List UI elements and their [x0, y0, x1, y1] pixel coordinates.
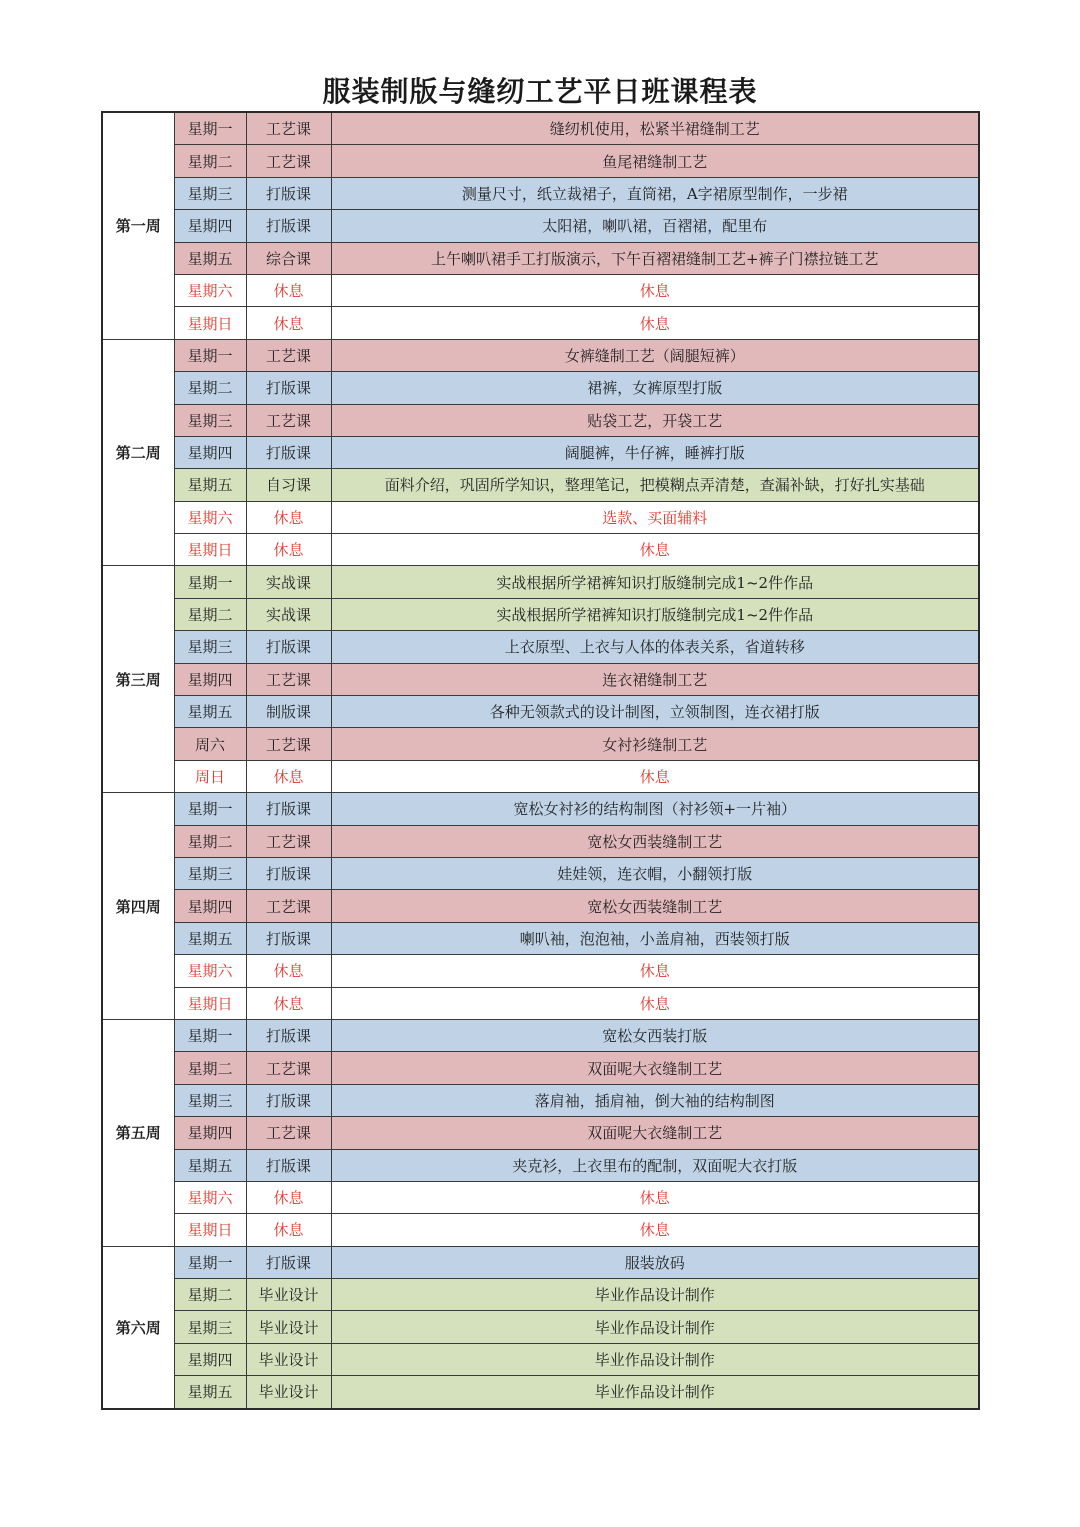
course-content-cell: 休息 [331, 1181, 979, 1213]
table-row [102, 793, 979, 825]
day-cell: 星期四 [174, 890, 246, 922]
course-content-cell: 宽松女西装缝制工艺 [331, 890, 979, 922]
day-cell: 星期六 [174, 1181, 246, 1213]
day-cell: 星期五 [174, 922, 246, 954]
table-row [102, 566, 979, 598]
table-row [102, 857, 979, 889]
table-row [102, 1246, 979, 1278]
day-cell: 星期日 [174, 307, 246, 339]
day-cell: 星期日 [174, 534, 246, 566]
table-row [102, 1117, 979, 1149]
day-cell: 星期二 [174, 825, 246, 857]
table-row [102, 1279, 979, 1311]
table-row [102, 1343, 979, 1375]
table-row [102, 469, 979, 501]
table-row [102, 339, 979, 371]
course-content-cell: 休息 [331, 760, 979, 792]
day-cell: 周日 [174, 760, 246, 792]
course-content-cell: 连衣裙缝制工艺 [331, 663, 979, 695]
course-type-cell: 毕业设计 [246, 1376, 331, 1409]
table-row [102, 145, 979, 177]
day-cell: 星期二 [174, 145, 246, 177]
table-row [102, 307, 979, 339]
course-type-cell: 工艺课 [246, 404, 331, 436]
course-content-cell: 鱼尾裙缝制工艺 [331, 145, 979, 177]
day-cell: 星期一 [174, 1246, 246, 1278]
table-row [102, 631, 979, 663]
day-cell: 星期三 [174, 1311, 246, 1343]
day-cell: 星期二 [174, 1052, 246, 1084]
course-content-cell: 上午喇叭裙手工打版演示，下午百褶裙缝制工艺+裤子门襟拉链工艺 [331, 242, 979, 274]
table-row [102, 1052, 979, 1084]
course-type-cell: 毕业设计 [246, 1343, 331, 1375]
course-content-cell: 毕业作品设计制作 [331, 1343, 979, 1375]
table-row [102, 728, 979, 760]
course-content-cell: 实战根据所学裙裤知识打版缝制完成1~2件作品 [331, 598, 979, 630]
table-row [102, 1181, 979, 1213]
course-type-cell: 工艺课 [246, 825, 331, 857]
course-type-cell: 打版课 [246, 210, 331, 242]
day-cell: 星期三 [174, 404, 246, 436]
course-type-cell: 休息 [246, 987, 331, 1019]
day-cell: 星期五 [174, 242, 246, 274]
course-type-cell: 打版课 [246, 793, 331, 825]
course-content-cell: 毕业作品设计制作 [331, 1311, 979, 1343]
table-row [102, 760, 979, 792]
course-type-cell: 打版课 [246, 372, 331, 404]
course-type-cell: 工艺课 [246, 663, 331, 695]
course-type-cell: 休息 [246, 1214, 331, 1246]
course-content-cell: 落肩袖，插肩袖，倒大袖的结构制图 [331, 1084, 979, 1116]
course-type-cell: 打版课 [246, 1084, 331, 1116]
course-type-cell: 打版课 [246, 922, 331, 954]
table-row [102, 825, 979, 857]
week-label: 第三周 [102, 566, 174, 793]
table-row [102, 210, 979, 242]
day-cell: 星期一 [174, 339, 246, 371]
course-type-cell: 工艺课 [246, 145, 331, 177]
course-content-cell: 毕业作品设计制作 [331, 1376, 979, 1409]
course-content-cell: 休息 [331, 1214, 979, 1246]
course-content-cell: 宽松女衬衫的结构制图（衬衫领+一片袖） [331, 793, 979, 825]
table-row [102, 501, 979, 533]
day-cell: 星期六 [174, 955, 246, 987]
week-label: 第四周 [102, 793, 174, 1020]
course-content-cell: 休息 [331, 534, 979, 566]
course-type-cell: 休息 [246, 307, 331, 339]
course-type-cell: 实战课 [246, 566, 331, 598]
week-label: 第二周 [102, 339, 174, 566]
course-type-cell: 休息 [246, 760, 331, 792]
table-row [102, 890, 979, 922]
table-row [102, 177, 979, 209]
day-cell: 星期四 [174, 210, 246, 242]
table-row [102, 922, 979, 954]
course-content-cell: 女裤缝制工艺（阔腿短裤） [331, 339, 979, 371]
course-type-cell: 工艺课 [246, 728, 331, 760]
table-row [102, 987, 979, 1019]
day-cell: 星期一 [174, 112, 246, 145]
course-content-cell: 太阳裙，喇叭裙，百褶裙，配里布 [331, 210, 979, 242]
table-row [102, 1311, 979, 1343]
course-content-cell: 双面呢大衣缝制工艺 [331, 1117, 979, 1149]
day-cell: 星期三 [174, 857, 246, 889]
course-content-cell: 缝纫机使用，松紧半裙缝制工艺 [331, 112, 979, 145]
schedule-body [102, 112, 979, 1409]
course-content-cell: 宽松女西装打版 [331, 1019, 979, 1051]
week-label: 第五周 [102, 1019, 174, 1246]
course-type-cell: 工艺课 [246, 890, 331, 922]
table-row [102, 1376, 979, 1409]
course-content-cell: 双面呢大衣缝制工艺 [331, 1052, 979, 1084]
course-type-cell: 休息 [246, 1181, 331, 1213]
table-row [102, 1214, 979, 1246]
day-cell: 星期一 [174, 566, 246, 598]
course-type-cell: 自习课 [246, 469, 331, 501]
page-title: 服装制版与缝纫工艺平日班课程表 [322, 75, 758, 108]
course-content-cell: 贴袋工艺，开袋工艺 [331, 404, 979, 436]
day-cell: 星期四 [174, 436, 246, 468]
course-content-cell: 休息 [331, 274, 979, 306]
table-row [102, 274, 979, 306]
table-row [102, 696, 979, 728]
day-cell: 星期五 [174, 696, 246, 728]
course-type-cell: 综合课 [246, 242, 331, 274]
day-cell: 星期四 [174, 1343, 246, 1375]
course-type-cell: 工艺课 [246, 112, 331, 145]
day-cell: 星期三 [174, 1084, 246, 1116]
day-cell: 星期二 [174, 372, 246, 404]
course-type-cell: 实战课 [246, 598, 331, 630]
day-cell: 星期五 [174, 469, 246, 501]
course-content-cell: 实战根据所学裙裤知识打版缝制完成1~2件作品 [331, 566, 979, 598]
course-content-cell: 宽松女西装缝制工艺 [331, 825, 979, 857]
course-type-cell: 休息 [246, 534, 331, 566]
course-content-cell: 喇叭袖，泡泡袖，小盖肩袖，西装领打版 [331, 922, 979, 954]
table-row [102, 1149, 979, 1181]
course-type-cell: 打版课 [246, 177, 331, 209]
course-type-cell: 工艺课 [246, 1052, 331, 1084]
course-content-cell: 女衬衫缝制工艺 [331, 728, 979, 760]
table-row [102, 534, 979, 566]
course-type-cell: 打版课 [246, 631, 331, 663]
course-type-cell: 工艺课 [246, 1117, 331, 1149]
day-cell: 星期三 [174, 631, 246, 663]
table-row [102, 372, 979, 404]
day-cell: 星期二 [174, 598, 246, 630]
course-content-cell: 上衣原型、上衣与人体的体表关系，省道转移 [331, 631, 979, 663]
table-row [102, 1019, 979, 1051]
day-cell: 星期日 [174, 1214, 246, 1246]
course-content-cell: 选款、买面辅料 [331, 501, 979, 533]
table-row [102, 112, 979, 145]
table-row [102, 955, 979, 987]
day-cell: 星期五 [174, 1149, 246, 1181]
course-content-cell: 面料介绍，巩固所学知识，整理笔记，把模糊点弄清楚，查漏补缺，打好扎实基础 [331, 469, 979, 501]
course-type-cell: 打版课 [246, 436, 331, 468]
day-cell: 星期六 [174, 501, 246, 533]
day-cell: 星期一 [174, 793, 246, 825]
table-row [102, 436, 979, 468]
table-row [102, 663, 979, 695]
schedule-table [101, 111, 980, 1410]
table-row [102, 242, 979, 274]
course-type-cell: 打版课 [246, 1246, 331, 1278]
week-label: 第一周 [102, 112, 174, 339]
course-content-cell: 休息 [331, 955, 979, 987]
course-type-cell: 毕业设计 [246, 1279, 331, 1311]
course-content-cell: 毕业作品设计制作 [331, 1279, 979, 1311]
day-cell: 周六 [174, 728, 246, 760]
day-cell: 星期五 [174, 1376, 246, 1409]
week-label: 第六周 [102, 1246, 174, 1408]
table-row [102, 598, 979, 630]
course-content-cell: 各种无领款式的设计制图，立领制图，连衣裙打版 [331, 696, 979, 728]
day-cell: 星期四 [174, 1117, 246, 1149]
course-type-cell: 休息 [246, 955, 331, 987]
course-type-cell: 休息 [246, 274, 331, 306]
day-cell: 星期一 [174, 1019, 246, 1051]
day-cell: 星期四 [174, 663, 246, 695]
course-type-cell: 打版课 [246, 1149, 331, 1181]
course-type-cell: 休息 [246, 501, 331, 533]
course-type-cell: 打版课 [246, 1019, 331, 1051]
course-content-cell: 裙裤，女裤原型打版 [331, 372, 979, 404]
course-content-cell: 测量尺寸，纸立裁裙子，直筒裙，A字裙原型制作，一步裙 [331, 177, 979, 209]
table-row [102, 404, 979, 436]
course-type-cell: 工艺课 [246, 339, 331, 371]
course-type-cell: 打版课 [246, 857, 331, 889]
table-row [102, 1084, 979, 1116]
course-content-cell: 休息 [331, 307, 979, 339]
course-content-cell: 服装放码 [331, 1246, 979, 1278]
day-cell: 星期六 [174, 274, 246, 306]
course-content-cell: 休息 [331, 987, 979, 1019]
course-content-cell: 夹克衫，上衣里布的配制，双面呢大衣打版 [331, 1149, 979, 1181]
day-cell: 星期日 [174, 987, 246, 1019]
day-cell: 星期三 [174, 177, 246, 209]
course-type-cell: 制版课 [246, 696, 331, 728]
day-cell: 星期二 [174, 1279, 246, 1311]
course-content-cell: 娃娃领，连衣帽，小翻领打版 [331, 857, 979, 889]
course-content-cell: 阔腿裤，牛仔裤，睡裤打版 [331, 436, 979, 468]
course-type-cell: 毕业设计 [246, 1311, 331, 1343]
